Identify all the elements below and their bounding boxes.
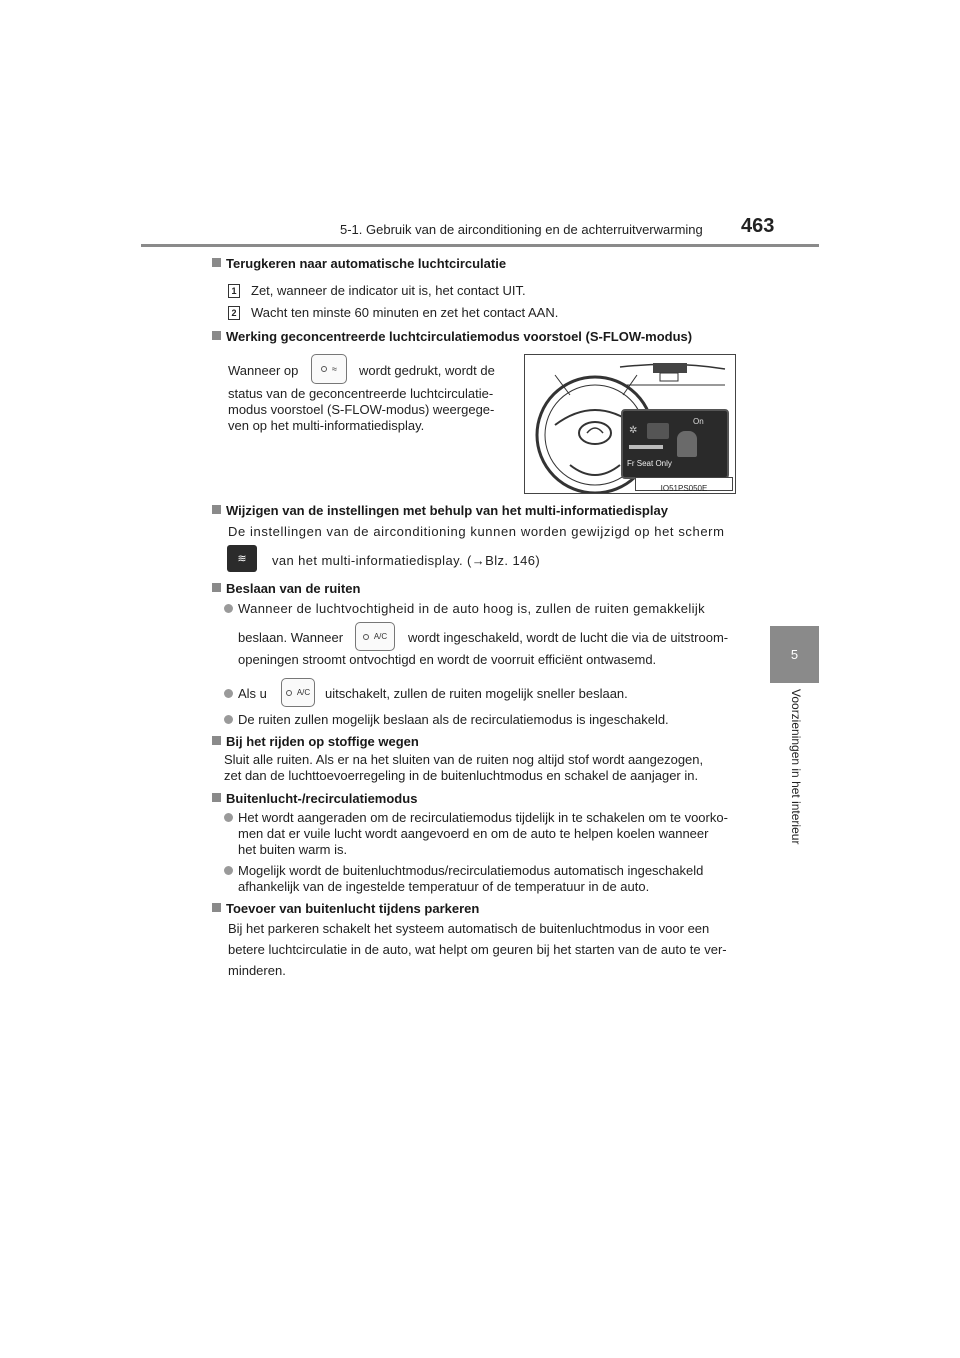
sflow-text-line1a: Wanneer op <box>228 363 299 378</box>
settings-text-line2: van het multi-informatiedisplay. (→Blz. 146) <box>272 553 541 568</box>
climate-screen-icon: ≋ <box>227 545 257 572</box>
header-rule <box>141 244 819 247</box>
parking-text-line2: betere luchtcirculatie in de auto, wat helpt om geuren bij het starten van de auto te ver- <box>228 942 727 957</box>
illustration-code: IO51PS050E <box>660 484 708 493</box>
square-bullet-icon <box>212 258 221 267</box>
recirc-bullet-2-line2: afhankelijk van de ingestelde temperatuur of de temperatuur in de auto. <box>238 879 650 894</box>
recirc-bullet-2: Mogelijk wordt de buitenluchtmodus/recirculatiemodus automatisch ingeschakeld <box>224 863 703 879</box>
section-heading-return-auto: Terugkeren naar automatische luchtcirculatie <box>212 256 506 271</box>
round-bullet-icon <box>224 689 233 698</box>
round-bullet-icon <box>224 604 233 613</box>
section-heading-fogging: Beslaan van de ruiten <box>212 581 360 596</box>
fogging-text-3: openingen stroomt ontvochtigd en wordt de voorruit efficiënt ontwasemd. <box>238 652 657 667</box>
fan-icon: ✲ <box>629 425 638 436</box>
sflow-text-line1b: wordt gedrukt, wordt de <box>359 363 495 378</box>
airflow-icon <box>647 423 669 439</box>
fogging-bullet-2b: uitschakelt, zullen de ruiten mogelijk sneller beslaan. <box>325 686 628 701</box>
running-header: 5-1. Gebruik van de airconditioning en de achterruitverwarming <box>340 222 703 237</box>
sflow-text-line2: status van de geconcentreerde luchtcirculatie- <box>228 386 494 401</box>
recirc-bullet-1: Het wordt aangeraden om de recirculatiemodus tijdelijk in te schakelen om te voorko- <box>224 810 728 826</box>
section-heading-dusty-roads: Bij het rijden op stoffige wegen <box>212 734 419 749</box>
section-heading-outside-recirc: Buitenlucht-/recirculatiemodus <box>212 791 417 806</box>
parking-text-line3: minderen. <box>228 963 286 978</box>
ac-button-icon-2: A/C <box>281 678 315 707</box>
step-2-text: Wacht ten minste 60 minuten en zet het contact AAN. <box>251 305 559 320</box>
settings-text-line1: De instellingen van de airconditioning kunnen worden gewijzigd op het scherm <box>228 524 725 539</box>
ac-button-icon: A/C <box>355 622 395 651</box>
section-heading-settings: Wijzigen van de instellingen met behulp van het multi-informatiedisplay <box>212 503 668 518</box>
square-bullet-icon <box>212 583 221 592</box>
section-heading-parking-air: Toevoer van buitenlucht tijdens parkeren <box>212 901 479 916</box>
display-on-label: On <box>693 417 704 426</box>
fan-level-bar <box>629 445 663 449</box>
chapter-number: 5 <box>790 647 799 662</box>
illustration-code-box <box>635 477 733 491</box>
step-number-badge: 1 <box>228 284 240 298</box>
page-number: 463 <box>741 215 775 237</box>
chapter-side-label <box>788 690 804 870</box>
step-1 <box>228 282 240 298</box>
chapter-tab <box>770 626 819 683</box>
fogging-text-2a: beslaan. Wanneer <box>238 630 344 645</box>
fogging-text-2b: wordt ingeschakeld, wordt de lucht die via de uitstroom- <box>408 630 729 645</box>
chapter-title: Voorzieningen in het interieur <box>789 689 803 845</box>
dusty-text-line2: zet dan de luchttoevoerregeling in de buitenluchtmodus en schakel de aanjager in. <box>224 768 699 783</box>
square-bullet-icon <box>212 331 221 340</box>
multi-information-display <box>621 409 729 479</box>
fogging-bullet-3: De ruiten zullen mogelijk beslaan als de recirculatiemodus is ingeschakeld. <box>224 712 669 728</box>
round-bullet-icon <box>224 866 233 875</box>
step-1-text: Zet, wanneer de indicator uit is, het contact UIT. <box>251 283 526 298</box>
step-2 <box>228 304 240 320</box>
round-bullet-icon <box>224 715 233 724</box>
sflow-button-icon: ≈ <box>311 354 347 384</box>
seat-icon <box>677 431 697 457</box>
recirc-bullet-1-line3: het buiten warm is. <box>238 842 348 857</box>
fogging-bullet-1: Wanneer de luchtvochtigheid in de auto hoog is, zullen de ruiten gemakkelijk <box>224 601 746 617</box>
dashboard-illustration <box>524 354 736 494</box>
recirc-bullet-1-line2: men dat er vuile lucht wordt aangevoerd en om de auto te helpen koelen wanneer <box>238 826 709 841</box>
fogging-bullet-2a: Als u <box>224 686 267 702</box>
square-bullet-icon <box>212 505 221 514</box>
square-bullet-icon <box>212 903 221 912</box>
dusty-text-line1: Sluit alle ruiten. Als er na het sluiten van de ruiten nog altijd stof wordt aangezogen, <box>224 752 704 767</box>
sflow-text-line4: ven op het multi-informatiedisplay. <box>228 418 425 433</box>
sflow-text-line3: modus voorstoel (S-FLOW-modus) weergege- <box>228 402 495 417</box>
section-heading-sflow: Werking geconcentreerde luchtcirculatiemodus voorstoel (S-FLOW-modus) <box>212 329 692 344</box>
parking-text-line1: Bij het parkeren schakelt het systeem automatisch de buitenluchtmodus in voor een <box>228 921 710 936</box>
square-bullet-icon <box>212 736 221 745</box>
round-bullet-icon <box>224 813 233 822</box>
square-bullet-icon <box>212 793 221 802</box>
step-number-badge: 2 <box>228 306 240 320</box>
display-fr-seat-label: Fr Seat Only <box>627 459 672 468</box>
